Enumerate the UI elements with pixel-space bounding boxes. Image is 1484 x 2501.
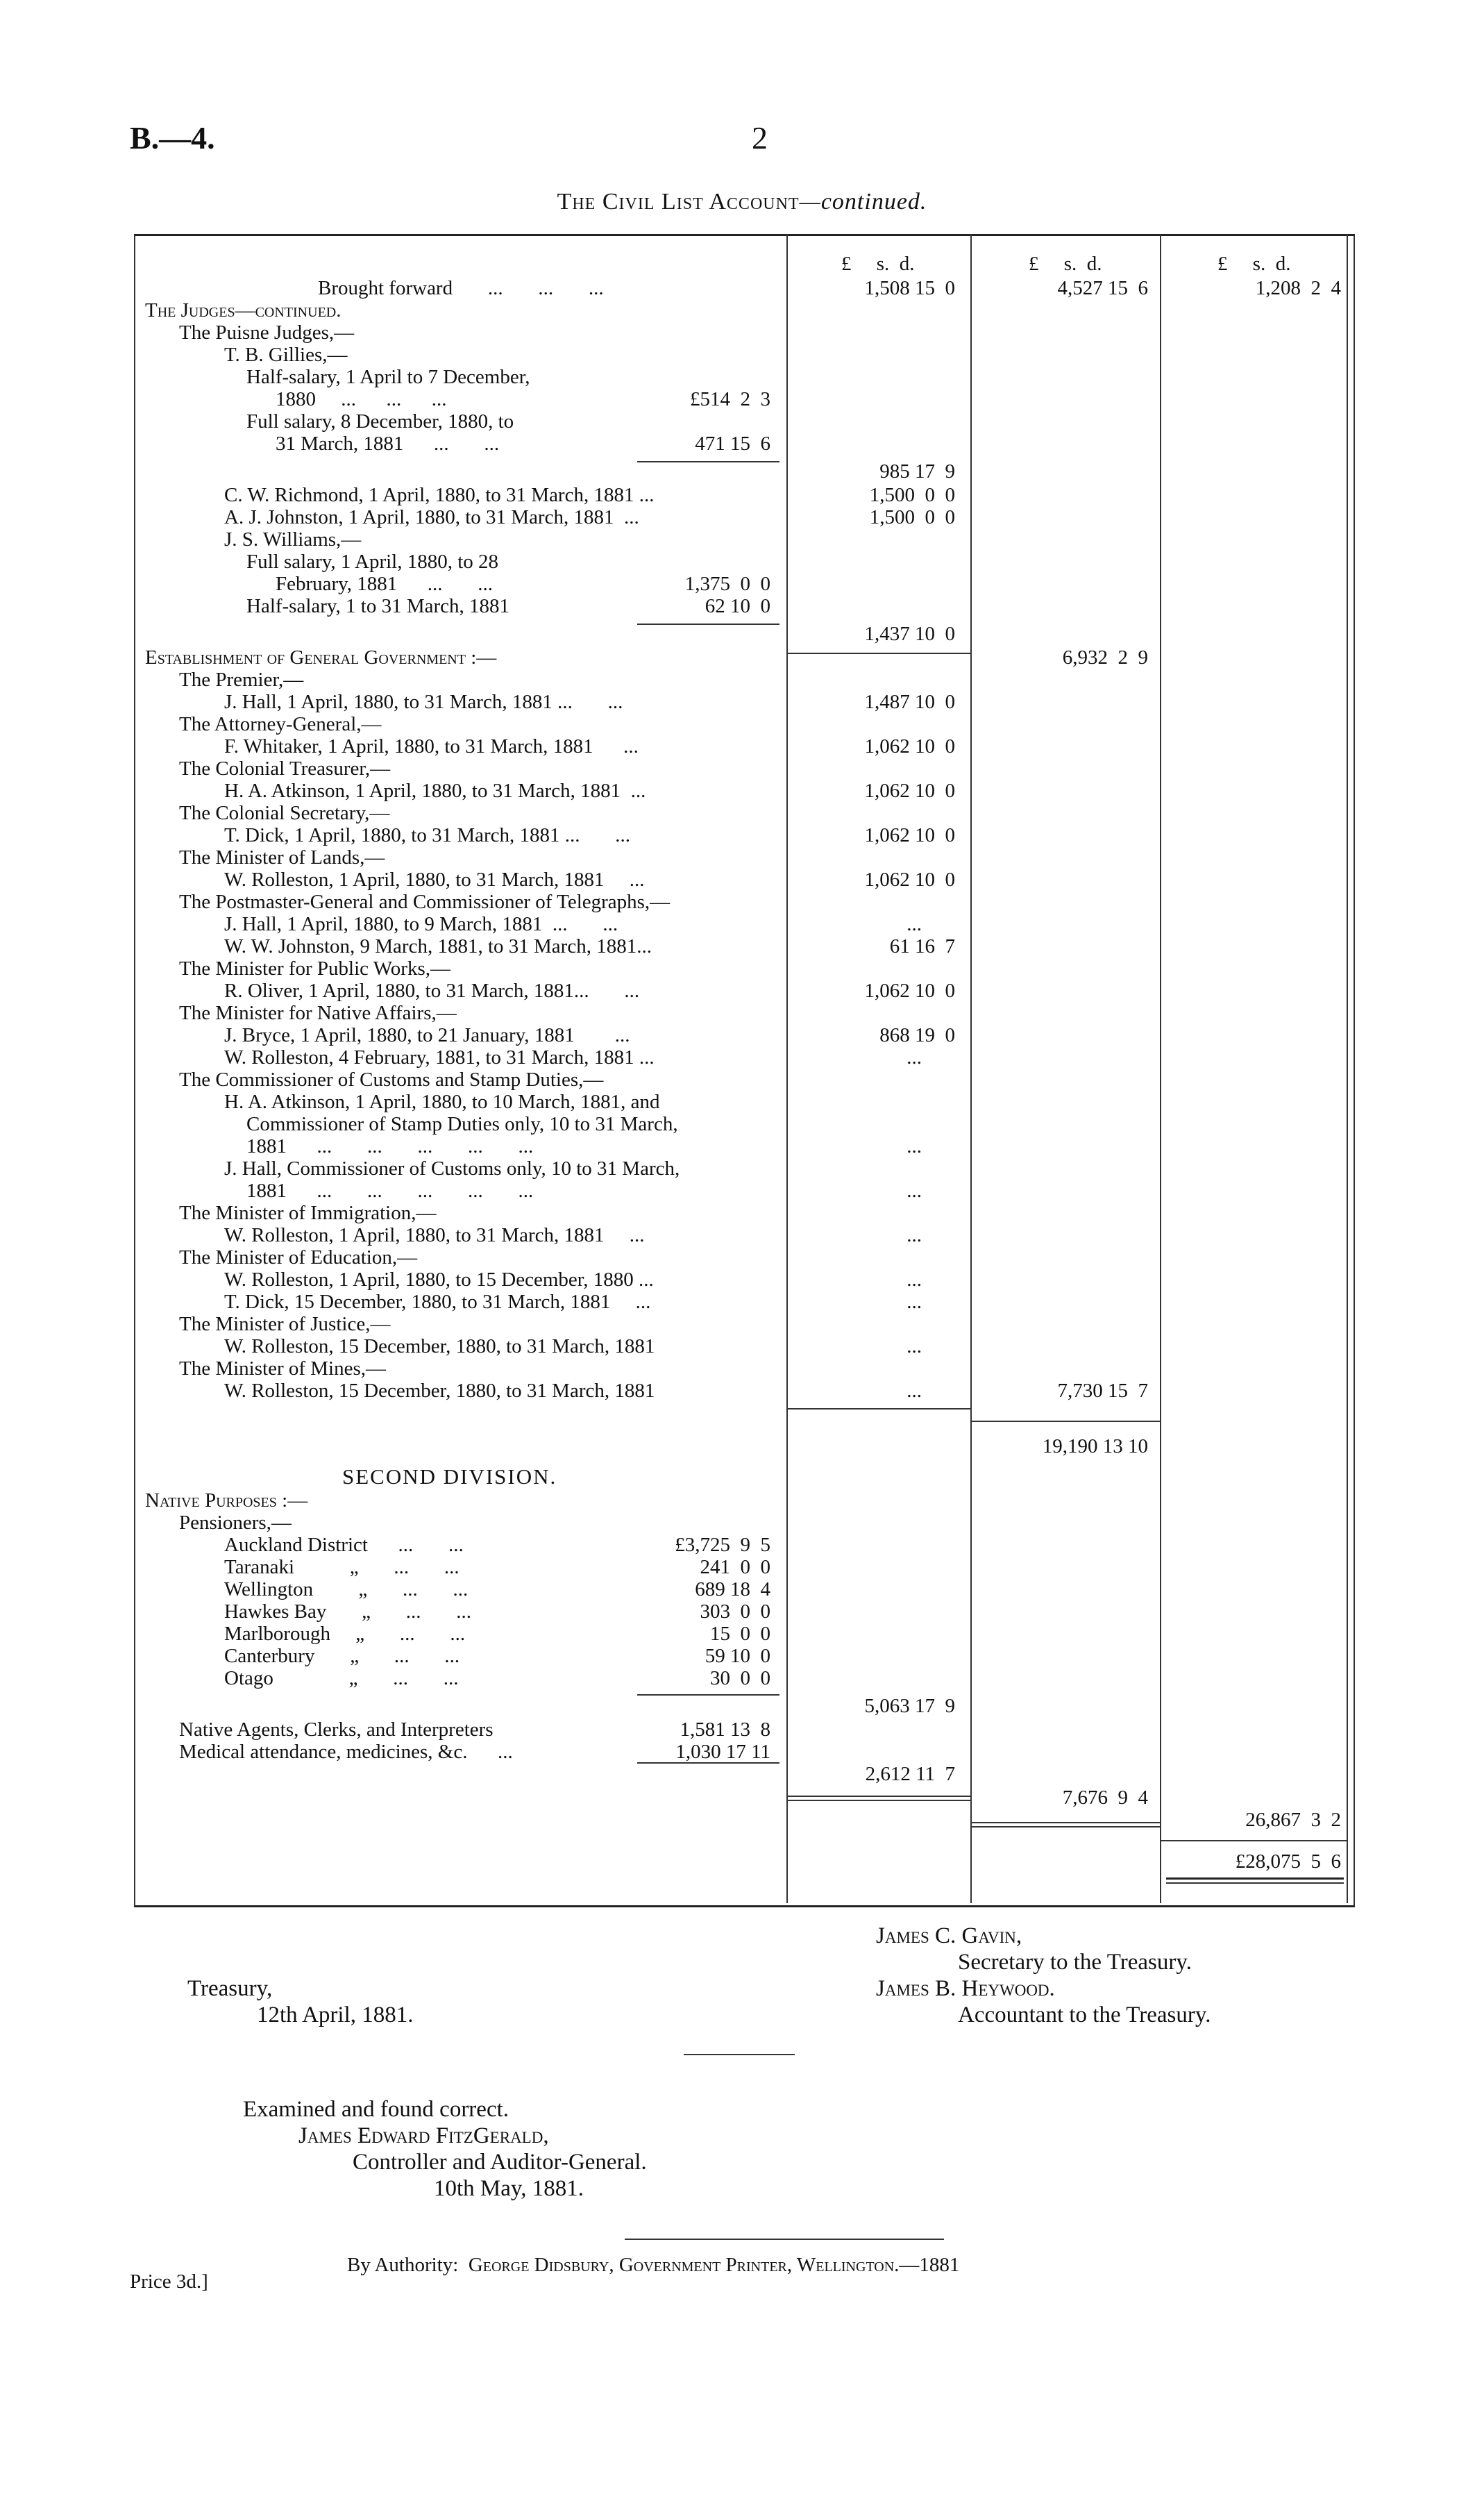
printer-authority: By Authority: George Didsbury, Government Printer, Wellington.—1881 xyxy=(347,2254,960,2276)
row-text: 1881 ... ... ... ... ... xyxy=(246,1180,534,1202)
total-rule xyxy=(970,1822,1160,1823)
row-text: Half-salary, 1 to 31 March, 1881 xyxy=(246,595,510,617)
row-text: C. W. Richmond, 1 April, 1880, to 31 March, 1881 ... xyxy=(224,484,655,506)
price: Price 3d.] xyxy=(130,2270,208,2293)
row-text: The Minister of Justice,— xyxy=(179,1313,391,1335)
row-text: W. Rolleston, 1 April, 1880, to 31 March, 1881 ... xyxy=(224,1224,645,1246)
subtotal-rule xyxy=(637,1694,779,1696)
signature-secretary-title: Secretary to the Treasury. xyxy=(958,1950,1192,1975)
row-text: Half-salary, 1 April to 7 December, xyxy=(246,366,530,388)
inner-amount: 15 0 0 xyxy=(710,1623,770,1645)
amount-col2: 19,190 13 10 xyxy=(1042,1435,1148,1457)
subtotal-rule xyxy=(637,1762,779,1764)
row-text: The Commissioner of Customs and Stamp Duties,— xyxy=(179,1069,604,1091)
section-judges: The Judges—continued. xyxy=(145,299,342,321)
amount-col1: ... xyxy=(907,913,922,935)
inner-amount: 241 0 0 xyxy=(700,1556,770,1578)
row-text: J. Hall, 1 April, 1880, to 31 March, 1881 ... ... xyxy=(224,691,623,713)
row-text: J. S. Williams,— xyxy=(224,528,362,551)
inner-amount: 59 10 0 xyxy=(705,1645,770,1667)
total-rule xyxy=(1160,1840,1347,1841)
grand-total: £28,075 5 6 xyxy=(1235,1850,1341,1873)
row-text: Otago „ ... ... xyxy=(224,1667,459,1689)
total-rule xyxy=(970,1421,1160,1422)
amount-col1: ... xyxy=(907,1180,922,1202)
footer-rule xyxy=(625,2239,944,2240)
signature-accountant-title: Accountant to the Treasury. xyxy=(958,2002,1211,2027)
amount-col1: 868 19 0 xyxy=(879,1024,955,1046)
amount-col1: 1,500 0 0 xyxy=(869,506,955,528)
amount-col1: 1,437 10 0 xyxy=(864,623,955,645)
section-establishment: Establishment of General Government :— xyxy=(145,646,497,669)
subtotal-rule xyxy=(637,624,779,625)
inner-amount: 1,375 0 0 xyxy=(684,573,770,595)
amount-col1: ... xyxy=(907,1291,922,1313)
amount-col1: 985 17 9 xyxy=(879,460,955,483)
inner-amount: 62 10 0 xyxy=(705,595,770,617)
amount-col1: 1,500 0 0 xyxy=(869,484,955,506)
total-rule xyxy=(786,1800,970,1801)
row-text: The Puisne Judges,— xyxy=(179,321,355,344)
row-text: 1880 ... ... ... xyxy=(276,388,447,410)
row-text: Commissioner of Stamp Duties only, 10 to 31 March, xyxy=(246,1113,678,1135)
auditor-name: James Edward FitzGerald, xyxy=(298,2123,549,2148)
inner-amount: £3,725 9 5 xyxy=(675,1534,770,1556)
amount-col1: 1,062 10 0 xyxy=(864,980,955,1002)
amount-col2: 7,676 9 4 xyxy=(1062,1787,1148,1809)
row-text: T. Dick, 15 December, 1880, to 31 March, 1881 ... xyxy=(224,1291,651,1313)
subtotal-rule xyxy=(637,461,779,462)
examined-statement: Examined and found correct. xyxy=(243,2097,509,2122)
place: Treasury, xyxy=(187,1976,273,2001)
inner-amount: 30 0 0 xyxy=(710,1667,770,1689)
row-text: The Minister of Immigration,— xyxy=(179,1202,437,1224)
inner-amount: 1,581 13 8 xyxy=(680,1718,770,1741)
amount-col2: 6,932 2 9 xyxy=(1062,646,1148,669)
signature-secretary-name: James C. Gavin, xyxy=(876,1923,1022,1948)
row-text: Wellington „ ... ... xyxy=(224,1578,469,1600)
row-text: Canterbury „ ... ... xyxy=(224,1645,460,1667)
row-text: Full salary, 8 December, 1880, to xyxy=(246,410,514,433)
title-continued: —continued. xyxy=(799,189,927,215)
amount-col2: 7,730 15 7 xyxy=(1057,1380,1148,1402)
row-text: W. Rolleston, 1 April, 1880, to 15 December, 1880 ... xyxy=(224,1269,654,1291)
column-divider-3 xyxy=(1160,234,1161,1903)
amount-col1: 2,612 11 7 xyxy=(865,1763,955,1785)
col3-units: £ s. d. xyxy=(1217,253,1291,275)
row-text: The Minister of Mines,— xyxy=(179,1357,387,1380)
amount-col1: 1,062 10 0 xyxy=(864,735,955,758)
column-divider-4 xyxy=(1347,234,1348,1903)
total-rule xyxy=(786,653,970,654)
row-text: The Premier,— xyxy=(179,669,304,691)
row-text: 31 March, 1881 ... ... xyxy=(276,433,500,455)
row-text: The Colonial Treasurer,— xyxy=(179,758,391,780)
row-text: 1881 ... ... ... ... ... xyxy=(246,1135,534,1157)
row-text: H. A. Atkinson, 1 April, 1880, to 10 March, 1881, and xyxy=(224,1091,660,1113)
row-text: Native Agents, Clerks, and Interpreters xyxy=(179,1718,494,1741)
total-rule xyxy=(786,1796,970,1797)
grand-total-rule xyxy=(1166,1882,1344,1884)
amount-col1: ... xyxy=(907,1135,922,1157)
row-text: T. B. Gillies,— xyxy=(224,344,348,366)
signature-accountant-name: James B. Heywood. xyxy=(876,1976,1055,2001)
second-division-heading: SECOND DIVISION. xyxy=(342,1464,557,1489)
col1-units: £ s. d. xyxy=(841,253,915,275)
amount-col1: 1,062 10 0 xyxy=(864,780,955,802)
amount-col1: 1,508 15 0 xyxy=(864,277,955,299)
row-text: Pensioners,— xyxy=(179,1512,292,1534)
page-title xyxy=(0,189,1484,215)
amount-col1: 1,487 10 0 xyxy=(864,691,955,713)
page-number: 2 xyxy=(752,120,768,156)
section-native-purposes: Native Purposes :— xyxy=(145,1489,308,1512)
amount-col1: 1,062 10 0 xyxy=(864,824,955,846)
amount-col1: ... xyxy=(907,1335,922,1357)
amount-col1: ... xyxy=(907,1380,922,1402)
place-date: 12th April, 1881. xyxy=(257,2002,414,2027)
row-text: J. Hall, Commissioner of Customs only, 10 to 31 March, xyxy=(224,1157,680,1180)
amount-col3: 1,208 2 4 xyxy=(1255,277,1341,299)
row-text: Full salary, 1 April, 1880, to 28 xyxy=(246,551,499,573)
row-text: Hawkes Bay „ ... ... xyxy=(224,1600,472,1623)
column-divider-2 xyxy=(970,234,972,1903)
inner-amount: 689 18 4 xyxy=(695,1578,770,1600)
row-text: T. Dick, 1 April, 1880, to 31 March, 1881 ... ... xyxy=(224,824,631,846)
total-rule xyxy=(970,1826,1160,1827)
row-text: The Minister for Native Affairs,— xyxy=(179,1002,457,1024)
row-text: R. Oliver, 1 April, 1880, to 31 March, 1881... ... xyxy=(224,980,640,1002)
inner-amount: £514 2 3 xyxy=(690,388,770,410)
amount-col3: 26,867 3 2 xyxy=(1245,1809,1341,1831)
row-text: W. Rolleston, 4 February, 1881, to 31 March, 1881 ... xyxy=(224,1046,655,1069)
divider-rule xyxy=(684,2054,795,2055)
row-text: Medical attendance, medicines, &c. ... xyxy=(179,1741,513,1763)
auditor-title: Controller and Auditor-General. xyxy=(353,2150,647,2175)
row-text: The Minister for Public Works,— xyxy=(179,957,451,980)
row-text: J. Hall, 1 April, 1880, to 9 March, 1881 ... ... xyxy=(224,913,618,935)
amount-col1: 1,062 10 0 xyxy=(864,869,955,891)
row-text: The Colonial Secretary,— xyxy=(179,802,390,824)
amount-col1: 5,063 17 9 xyxy=(864,1695,955,1717)
row-text: F. Whitaker, 1 April, 1880, to 31 March, 1881 ... xyxy=(224,735,639,758)
title-main: The Civil List Account xyxy=(557,189,800,215)
amount-col2: 4,527 15 6 xyxy=(1057,277,1148,299)
row-text: The Minister of Education,— xyxy=(179,1246,418,1269)
inner-amount: 471 15 6 xyxy=(695,433,770,455)
row-text: W. Rolleston, 15 December, 1880, to 31 March, 1881 xyxy=(224,1380,655,1402)
grand-total-rule xyxy=(1166,1877,1344,1880)
total-rule xyxy=(786,1408,970,1410)
row-brought-forward: Brought forward ... ... ... xyxy=(318,277,604,299)
row-text: J. Bryce, 1 April, 1880, to 21 January, 1881 ... xyxy=(224,1024,630,1046)
row-text: W. Rolleston, 15 December, 1880, to 31 March, 1881 xyxy=(224,1335,655,1357)
row-text: W. W. Johnston, 9 March, 1881, to 31 March, 1881... xyxy=(224,935,652,957)
inner-amount: 303 0 0 xyxy=(700,1600,770,1623)
amount-col1: ... xyxy=(907,1046,922,1069)
row-text: W. Rolleston, 1 April, 1880, to 31 March, 1881 ... xyxy=(224,869,645,891)
row-text: The Minister of Lands,— xyxy=(179,846,385,869)
auditor-date: 10th May, 1881. xyxy=(434,2176,584,2201)
column-divider-1 xyxy=(786,234,788,1903)
row-text: The Postmaster-General and Commissioner of Telegraphs,— xyxy=(179,891,671,913)
row-text: H. A. Atkinson, 1 April, 1880, to 31 March, 1881 ... xyxy=(224,780,646,802)
row-text: Marlborough „ ... ... xyxy=(224,1623,466,1645)
document-reference: B.—4. xyxy=(130,120,215,156)
row-text: Taranaki „ ... ... xyxy=(224,1556,459,1578)
row-text: Auckland District ... ... xyxy=(224,1534,464,1556)
amount-col1: ... xyxy=(907,1224,922,1246)
col2-units: £ s. d. xyxy=(1029,253,1102,275)
row-text: February, 1881 ... ... xyxy=(276,573,494,595)
amount-col1: 61 16 7 xyxy=(889,935,955,957)
inner-amount: 1,030 17 11 xyxy=(675,1741,770,1763)
row-text: A. J. Johnston, 1 April, 1880, to 31 March, 1881 ... xyxy=(224,506,639,528)
row-text: The Attorney-General,— xyxy=(179,713,382,735)
amount-col1: ... xyxy=(907,1269,922,1291)
